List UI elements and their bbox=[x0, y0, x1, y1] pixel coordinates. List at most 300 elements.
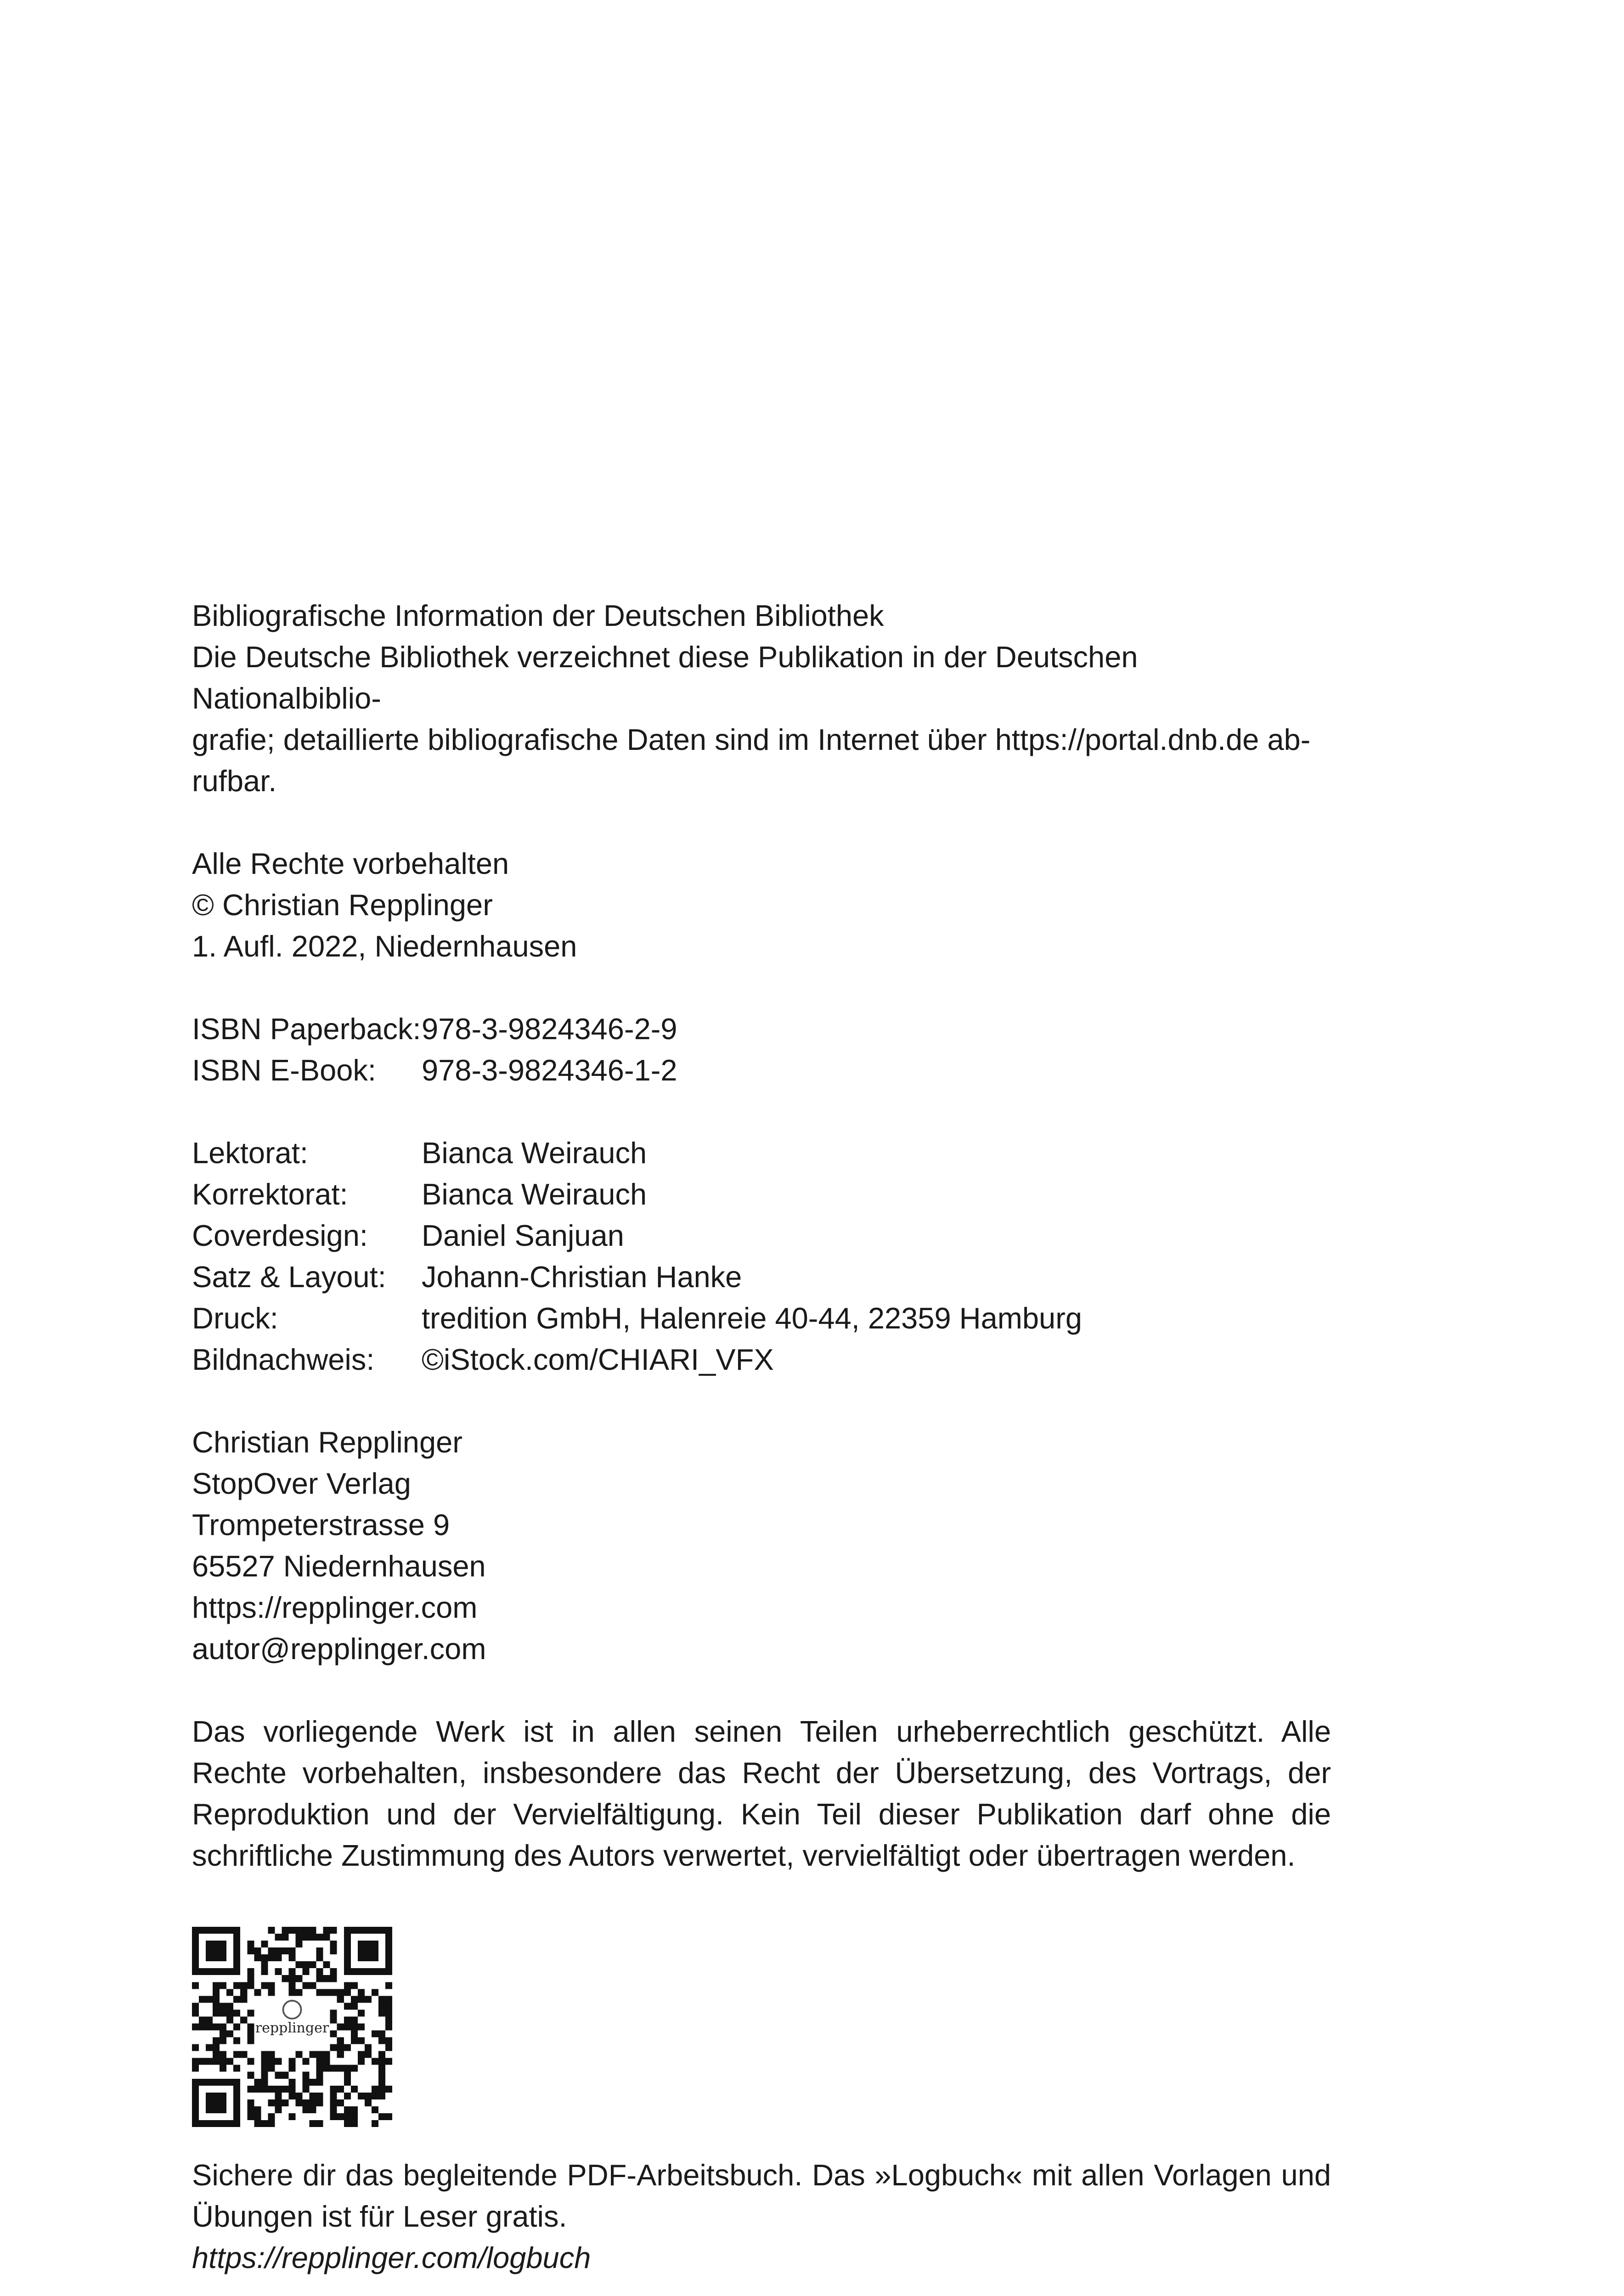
qr-module bbox=[316, 1947, 323, 1954]
qr-module bbox=[344, 2120, 351, 2127]
qr-module bbox=[344, 1982, 351, 1989]
qr-module bbox=[296, 2051, 303, 2058]
qr-module bbox=[261, 2072, 268, 2079]
qr-module bbox=[330, 1968, 337, 1975]
qr-module bbox=[192, 1982, 199, 1989]
qr-module bbox=[296, 1989, 303, 1996]
qr-module bbox=[261, 2120, 268, 2127]
qr-module bbox=[288, 2079, 295, 2086]
qr-module bbox=[206, 2023, 213, 2030]
qr-module bbox=[233, 2065, 240, 2072]
qr-module bbox=[261, 2065, 268, 2072]
qr-module bbox=[226, 2058, 233, 2065]
email-link[interactable]: autor@repplinger.com bbox=[192, 1632, 486, 1666]
qr-module bbox=[206, 1996, 213, 2003]
qr-module bbox=[247, 1941, 254, 1947]
qr-module bbox=[344, 2044, 351, 2051]
qr-module bbox=[310, 1927, 316, 1934]
qr-module bbox=[261, 1961, 268, 1968]
qr-module bbox=[303, 2106, 310, 2113]
qr-module bbox=[323, 1934, 330, 1941]
qr-module bbox=[226, 1989, 233, 1996]
qr-module bbox=[310, 2106, 316, 2113]
qr-module bbox=[358, 1996, 365, 2003]
city-line: 65527 Niedernhausen bbox=[192, 1549, 486, 1583]
qr-module bbox=[268, 2051, 275, 2058]
qr-module bbox=[316, 2051, 323, 2058]
qr-module bbox=[351, 2086, 358, 2093]
qr-module bbox=[213, 2009, 220, 2016]
qr-module bbox=[192, 2009, 199, 2016]
qr-module bbox=[337, 2065, 344, 2072]
isbn-block bbox=[192, 1008, 1331, 1091]
credits-block bbox=[192, 1132, 1331, 1380]
qr-module bbox=[316, 1934, 323, 1941]
workbook-text: Sichere dir das begleitende PDF-Arbeitsbuch. Das »Logbuch« mit allen Vorlagen und Übungen ist für Leser gratis. bbox=[192, 2158, 1331, 2233]
qr-module bbox=[337, 2051, 344, 2058]
qr-module bbox=[220, 2058, 226, 2065]
imprint-page bbox=[192, 595, 1331, 2279]
qr-module bbox=[206, 2016, 213, 2023]
rights-block bbox=[192, 843, 1331, 967]
qr-module bbox=[261, 2058, 268, 2065]
qr-module bbox=[275, 1947, 282, 1954]
credit-label: Lektorat: bbox=[192, 1136, 308, 1170]
qr-module bbox=[247, 2037, 254, 2044]
qr-module bbox=[344, 2093, 351, 2099]
qr-module bbox=[323, 1975, 330, 1982]
qr-module bbox=[372, 2106, 378, 2113]
qr-module bbox=[378, 2093, 385, 2099]
qr-module bbox=[240, 1996, 247, 2003]
qr-module bbox=[261, 1941, 268, 1947]
qr-module bbox=[323, 2065, 330, 2072]
credit-label: Coverdesign: bbox=[192, 1219, 368, 1252]
qr-module bbox=[247, 1975, 254, 1982]
qr-module bbox=[275, 2093, 282, 2099]
qr-module bbox=[351, 2106, 358, 2113]
qr-module bbox=[282, 2099, 288, 2106]
qr-module bbox=[247, 1968, 254, 1975]
qr-module bbox=[268, 2120, 275, 2127]
qr-module bbox=[351, 2120, 358, 2127]
qr-module bbox=[337, 2086, 344, 2093]
qr-module bbox=[213, 2044, 220, 2051]
qr-module bbox=[378, 2037, 385, 2044]
qr-module bbox=[213, 2037, 220, 2044]
qr-module bbox=[344, 2106, 351, 2113]
qr-module bbox=[372, 1989, 378, 1996]
bibliographic-heading: Bibliografische Information der Deutschen Bibliothek bbox=[192, 599, 884, 632]
qr-module bbox=[192, 2044, 199, 2051]
qr-module bbox=[254, 1954, 261, 1961]
qr-module bbox=[385, 1996, 392, 2003]
qr-module bbox=[213, 1989, 220, 1996]
qr-module bbox=[247, 2113, 254, 2120]
qr-module bbox=[233, 1996, 240, 2003]
qr-module bbox=[247, 2106, 254, 2113]
qr-module bbox=[199, 1996, 206, 2003]
qr-module bbox=[385, 2003, 392, 2009]
qr-module bbox=[268, 2086, 275, 2093]
qr-module bbox=[226, 2031, 233, 2037]
qr-module bbox=[296, 1934, 303, 1941]
qr-module bbox=[330, 2093, 337, 2099]
qr-module bbox=[303, 2086, 310, 2093]
qr-module bbox=[213, 2051, 220, 2058]
qr-code[interactable] bbox=[192, 1927, 392, 2127]
qr-module bbox=[330, 2065, 337, 2072]
credit-row bbox=[192, 1339, 1331, 1380]
qr-module bbox=[206, 2058, 213, 2065]
qr-module bbox=[365, 2093, 372, 2099]
rights-reserved: Alle Rechte vorbehalten bbox=[192, 847, 509, 880]
qr-module bbox=[275, 2106, 282, 2113]
qr-module bbox=[385, 2009, 392, 2016]
qr-module bbox=[288, 2093, 295, 2099]
qr-module bbox=[385, 1982, 392, 1989]
qr-module bbox=[288, 2058, 295, 2065]
qr-module bbox=[247, 2031, 254, 2037]
qr-module bbox=[351, 2023, 358, 2030]
qr-module bbox=[220, 2031, 226, 2037]
qr-module bbox=[372, 2031, 378, 2037]
qr-module bbox=[385, 2023, 392, 2030]
credit-value: Bianca Weirauch bbox=[422, 1177, 647, 1211]
qr-module bbox=[337, 2113, 344, 2120]
qr-module bbox=[358, 2037, 365, 2044]
qr-module bbox=[385, 2086, 392, 2093]
qr-module bbox=[310, 2051, 316, 2058]
qr-module bbox=[288, 1927, 295, 1934]
qr-module bbox=[316, 1968, 323, 1975]
qr-code-icon bbox=[192, 1927, 392, 2127]
qr-module bbox=[268, 2058, 275, 2065]
qr-module bbox=[378, 2031, 385, 2037]
qr-module bbox=[213, 2058, 220, 2065]
qr-module bbox=[316, 2065, 323, 2072]
qr-module bbox=[337, 1989, 344, 1996]
isbn-value: 978-3-9824346-2-9 bbox=[422, 1012, 677, 1046]
bibliographic-line: rufbar. bbox=[192, 764, 277, 798]
publisher-address bbox=[192, 1422, 1331, 1670]
qr-module bbox=[206, 2044, 213, 2051]
qr-module bbox=[288, 1982, 295, 1989]
qr-module bbox=[310, 2099, 316, 2106]
credit-label: Druck: bbox=[192, 1301, 278, 1335]
qr-module bbox=[310, 1934, 316, 1941]
qr-module bbox=[220, 1982, 226, 1989]
qr-module bbox=[372, 2120, 378, 2127]
qr-module bbox=[316, 2072, 323, 2079]
qr-module bbox=[385, 2058, 392, 2065]
qr-module bbox=[330, 2031, 337, 2037]
qr-module bbox=[351, 2113, 358, 2120]
qr-module bbox=[365, 1996, 372, 2003]
qr-module bbox=[254, 2079, 261, 2086]
qr-module bbox=[344, 2016, 351, 2023]
qr-module bbox=[351, 2016, 358, 2023]
qr-module bbox=[358, 1989, 365, 1996]
qr-module bbox=[240, 2016, 247, 2023]
qr-module bbox=[199, 2016, 206, 2023]
credit-row bbox=[192, 1215, 1331, 1256]
qr-module bbox=[220, 2023, 226, 2030]
credit-row bbox=[192, 1256, 1331, 1298]
qr-module bbox=[303, 1961, 310, 1968]
qr-module bbox=[282, 1934, 288, 1941]
qr-module bbox=[385, 2016, 392, 2023]
qr-module bbox=[378, 2113, 385, 2120]
qr-module bbox=[226, 2016, 233, 2023]
qr-module bbox=[378, 1996, 385, 2003]
qr-module bbox=[261, 1968, 268, 1975]
street-line: Trompeterstrasse 9 bbox=[192, 1508, 450, 1542]
qr-module bbox=[288, 1968, 295, 1975]
qr-module bbox=[261, 2079, 268, 2086]
qr-module bbox=[261, 1954, 268, 1961]
qr-module bbox=[233, 2023, 240, 2030]
qr-module bbox=[351, 2003, 358, 2009]
qr-module bbox=[288, 2065, 295, 2072]
qr-module bbox=[288, 1989, 295, 1996]
qr-module bbox=[316, 2093, 323, 2099]
qr-module bbox=[247, 1947, 254, 1954]
qr-module bbox=[275, 1954, 282, 1961]
qr-module bbox=[192, 2023, 199, 2030]
qr-module bbox=[378, 2003, 385, 2009]
website-link[interactable]: https://repplinger.com bbox=[192, 1591, 478, 1624]
qr-module bbox=[268, 2065, 275, 2072]
qr-module bbox=[351, 1982, 358, 1989]
qr-module bbox=[220, 2009, 226, 2016]
bibliographic-line: Die Deutsche Bibliothek verzeichnet diese Publikation in der Deutschen Nationalbiblio- bbox=[192, 640, 1138, 715]
qr-module bbox=[296, 1927, 303, 1934]
qr-module bbox=[378, 2079, 385, 2086]
qr-module bbox=[330, 2009, 337, 2016]
qr-module bbox=[296, 1941, 303, 1947]
credit-label: Satz & Layout: bbox=[192, 1260, 386, 1294]
credit-row bbox=[192, 1132, 1331, 1174]
qr-module bbox=[275, 1934, 282, 1941]
qr-module bbox=[378, 2009, 385, 2016]
qr-module bbox=[358, 2009, 365, 2016]
qr-module bbox=[351, 2031, 358, 2037]
qr-module bbox=[358, 2058, 365, 2065]
author-name: Christian Repplinger bbox=[192, 1425, 462, 1459]
qr-module bbox=[323, 2051, 330, 2058]
qr-module bbox=[247, 2058, 254, 2065]
qr-module bbox=[323, 1927, 330, 1934]
qr-module bbox=[316, 1989, 323, 1996]
qr-module bbox=[316, 1954, 323, 1961]
qr-module bbox=[288, 1947, 295, 1954]
qr-module bbox=[296, 1961, 303, 1968]
isbn-label: ISBN E-Book: bbox=[192, 1053, 376, 1087]
qr-module bbox=[247, 2009, 254, 2016]
qr-module bbox=[316, 2079, 323, 2086]
qr-module bbox=[275, 2099, 282, 2106]
qr-module bbox=[268, 1954, 275, 1961]
qr-module bbox=[288, 1954, 295, 1961]
qr-module bbox=[358, 2051, 365, 2058]
qr-module bbox=[337, 2037, 344, 2044]
qr-module bbox=[282, 1947, 288, 1954]
qr-module bbox=[372, 2093, 378, 2099]
qr-module bbox=[344, 1989, 351, 1996]
qr-module bbox=[337, 2099, 344, 2106]
qr-module bbox=[330, 1941, 337, 1947]
qr-module bbox=[385, 2044, 392, 2051]
qr-module bbox=[385, 2113, 392, 2120]
qr-module bbox=[303, 1982, 310, 1989]
qr-module bbox=[303, 2099, 310, 2106]
qr-module bbox=[316, 2120, 323, 2127]
qr-module bbox=[233, 2051, 240, 2058]
qr-module bbox=[192, 2065, 199, 2072]
bibliographic-info bbox=[192, 595, 1331, 802]
qr-module bbox=[254, 1947, 261, 1954]
qr-module bbox=[330, 2099, 337, 2106]
qr-module bbox=[385, 2037, 392, 2044]
qr-module bbox=[282, 2072, 288, 2079]
qr-module bbox=[226, 2009, 233, 2016]
credit-value: ©iStock.com/CHIARI_VFX bbox=[422, 1343, 774, 1376]
qr-module bbox=[268, 1989, 275, 1996]
qr-module bbox=[247, 2099, 254, 2106]
qr-module bbox=[323, 2058, 330, 2065]
qr-module bbox=[254, 2086, 261, 2093]
qr-module bbox=[247, 1982, 254, 1989]
qr-module bbox=[378, 2086, 385, 2093]
qr-module bbox=[351, 1996, 358, 2003]
isbn-row bbox=[192, 1050, 1331, 1091]
qr-module bbox=[213, 2023, 220, 2030]
qr-module bbox=[275, 2058, 282, 2065]
qr-module bbox=[358, 2023, 365, 2030]
qr-module bbox=[303, 2079, 310, 2086]
qr-module bbox=[323, 1989, 330, 1996]
qr-module bbox=[310, 2079, 316, 2086]
qr-module bbox=[351, 2065, 358, 2072]
qr-module bbox=[213, 1996, 220, 2003]
qr-module bbox=[220, 2037, 226, 2044]
edition-line: 1. Aufl. 2022, Niedernhausen bbox=[192, 929, 577, 963]
qr-module bbox=[254, 2113, 261, 2120]
qr-logo-text: repplinger bbox=[255, 2020, 329, 2037]
qr-module bbox=[268, 1927, 275, 1934]
legal-notice: Das vorliegende Werk ist in allen seinen Teilen urheberrechtlich geschützt. Alle Rechte vorbehalten, insbesondere das Recht der Übersetzung, des Vortrags, der Reproduktion und der Vervielfältigung. Kein Teil dieser Publikation darf ohne die schriftliche Zustimmung des Autors verwertet, vervielfältigt oder übertragen werden. bbox=[192, 1715, 1331, 1872]
qr-module bbox=[220, 2003, 226, 2009]
credit-value: tredition GmbH, Halenreie 40-44, 22359 Hamburg bbox=[422, 1301, 1082, 1335]
qr-module bbox=[296, 2099, 303, 2106]
qr-module bbox=[330, 1947, 337, 1954]
credit-label: Bildnachweis: bbox=[192, 1343, 375, 1376]
qr-module bbox=[330, 2106, 337, 2113]
credit-row bbox=[192, 1174, 1331, 1215]
qr-module bbox=[378, 2058, 385, 2065]
qr-module bbox=[233, 1982, 240, 1989]
credit-value: Bianca Weirauch bbox=[422, 1136, 647, 1170]
qr-module bbox=[310, 1982, 316, 1989]
qr-module bbox=[220, 2065, 226, 2072]
qr-module bbox=[288, 2086, 295, 2093]
qr-module bbox=[192, 2003, 199, 2009]
qr-module bbox=[296, 2093, 303, 2099]
qr-module bbox=[303, 1927, 310, 1934]
qr-module bbox=[247, 2023, 254, 2030]
qr-module bbox=[337, 2044, 344, 2051]
qr-module bbox=[275, 1968, 282, 1975]
credit-label: Korrektorat: bbox=[192, 1177, 348, 1211]
qr-module bbox=[282, 1975, 288, 1982]
qr-module bbox=[261, 1982, 268, 1989]
qr-module bbox=[372, 2086, 378, 2093]
qr-module bbox=[323, 1961, 330, 1968]
qr-module bbox=[261, 2051, 268, 2058]
qr-module bbox=[288, 2113, 295, 2120]
qr-module bbox=[247, 2072, 254, 2079]
qr-module bbox=[337, 2023, 344, 2030]
qr-module bbox=[316, 2058, 323, 2065]
qr-module bbox=[344, 2079, 351, 2086]
qr-module bbox=[330, 2113, 337, 2120]
qr-module bbox=[254, 2106, 261, 2113]
qr-module bbox=[261, 2086, 268, 2093]
qr-module bbox=[330, 2044, 337, 2051]
bibliographic-line: grafie; detaillierte bibliografische Daten sind im Internet über https://portal.dnb.de ab- bbox=[192, 723, 1311, 756]
qr-module bbox=[365, 2099, 372, 2106]
qr-module bbox=[344, 2072, 351, 2079]
credit-row bbox=[192, 1298, 1331, 1339]
qr-module bbox=[330, 1989, 337, 1996]
qr-module bbox=[247, 2086, 254, 2093]
qr-module bbox=[199, 2023, 206, 2030]
qr-module bbox=[344, 2065, 351, 2072]
qr-module bbox=[240, 1982, 247, 1989]
qr-module bbox=[358, 2093, 365, 2099]
qr-module bbox=[344, 2023, 351, 2030]
qr-module bbox=[330, 1927, 337, 1934]
qr-module bbox=[344, 2003, 351, 2009]
isbn-row bbox=[192, 1008, 1331, 1050]
qr-module bbox=[282, 1927, 288, 1934]
qr-module bbox=[254, 2120, 261, 2127]
qr-module bbox=[310, 1961, 316, 1968]
credit-value: Johann-Christian Hanke bbox=[422, 1260, 742, 1294]
qr-module bbox=[268, 2099, 275, 2106]
qr-module bbox=[233, 2037, 240, 2044]
qr-module bbox=[213, 1982, 220, 1989]
qr-module bbox=[310, 2093, 316, 2099]
qr-module bbox=[337, 1996, 344, 2003]
qr-module bbox=[282, 2086, 288, 2093]
qr-module bbox=[378, 2051, 385, 2058]
qr-module bbox=[288, 1975, 295, 1982]
credit-value: Daniel Sanjuan bbox=[422, 1219, 624, 1252]
qr-module bbox=[330, 2016, 337, 2023]
qr-module bbox=[378, 2065, 385, 2072]
qr-module bbox=[199, 2058, 206, 2065]
isbn-value: 978-3-9824346-1-2 bbox=[422, 1053, 677, 1087]
workbook-link[interactable]: https://repplinger.com/logbuch bbox=[192, 2241, 591, 2274]
qr-module bbox=[240, 1989, 247, 1996]
qr-module bbox=[275, 2072, 282, 2079]
qr-module bbox=[192, 2058, 199, 2065]
qr-module bbox=[233, 2009, 240, 2016]
qr-module bbox=[226, 2003, 233, 2009]
qr-module bbox=[316, 2099, 323, 2106]
